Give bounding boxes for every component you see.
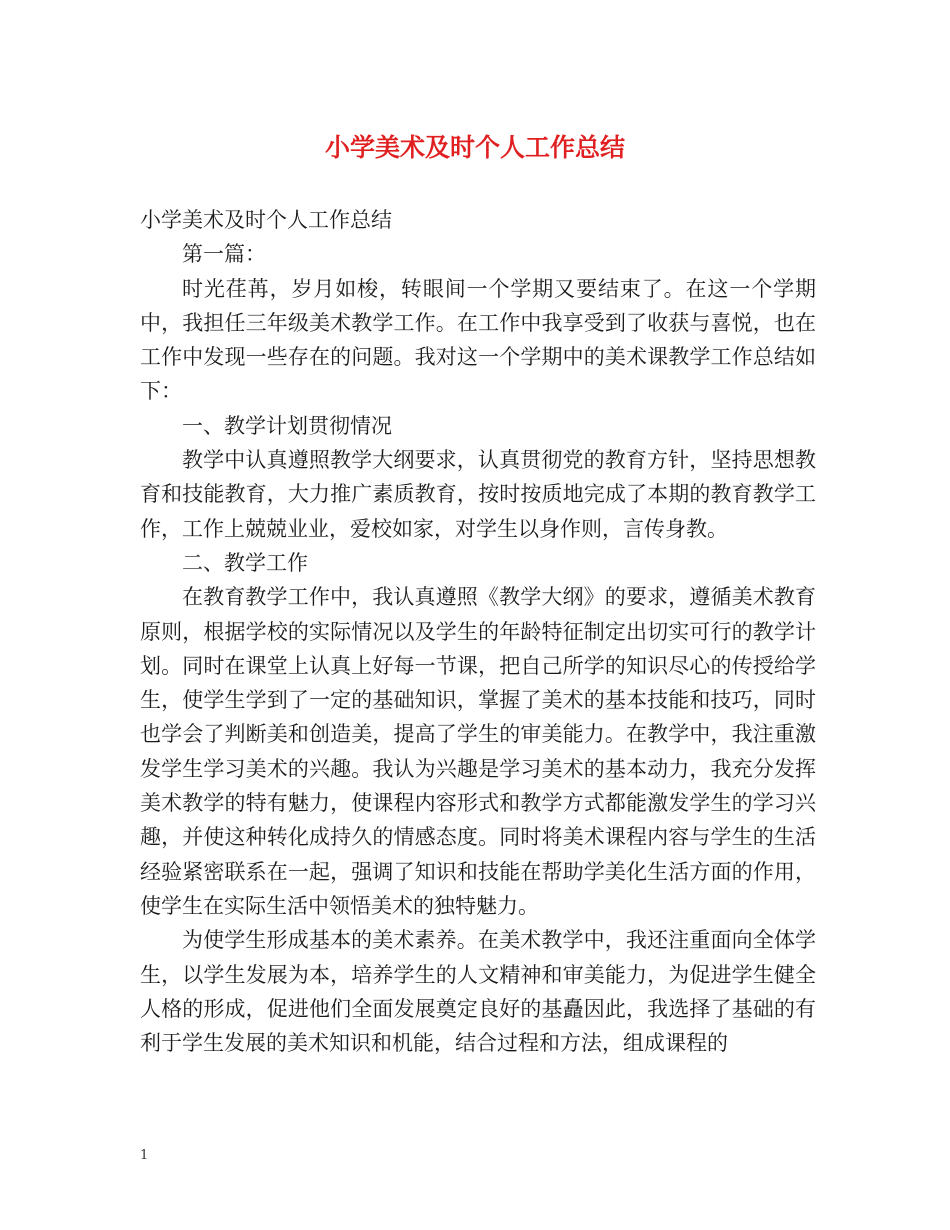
paragraph-plan: 教学中认真遵照教学大纲要求，认真贯彻党的教育方针，坚持思想教育和技能教育，大力推广素质教育，按时按质地完成了本期的教育教学工作，工作上兢兢业业，爱校如家，对学生以身作则，言传身教。 xyxy=(140,448,816,541)
section-heading-1: 一、教学计划贯彻情况 xyxy=(182,413,392,438)
paragraph-literacy: 为使学生形成基本的美术素养。在美术教学中，我还注重面向全体学生，以学生发展为本，培养学生的人文精神和审美能力，为促进学生健全人格的形成，促进他们全面发展奠定良好的基矗因此，我选择了基础的有利于学生发展的美术知识和机能，结合过程和方法，组成课程的 xyxy=(140,928,816,1056)
body-heading: 小学美术及时个人工作总结 xyxy=(140,208,392,232)
paragraph-teaching: 在教育教学工作中，我认真遵照《教学大纲》的要求，遵循美术教育原则，根据学校的实际情况以及学生的年龄特征制定出切实可行的教学计划。同时在课堂上认真上好每一节课，把自己所学的知识尽心的传授给学生，使学生学到了一定的基础知识，掌握了美术的基本技能和技巧，同时也学会了判断美和创造美，提高了学生的审美能力。在教学中，我注重激发学生学习美术的兴趣。我认为兴趣是学习美术的基本动力，我充分发挥美术教学的特有魅力，使课程内容形式和教学方式都能激发学生的学习兴趣，并使这种转化成持久的情感态度。同时将美术课程内容与学生的生活经验紧密联系在一起，强调了知识和技能在帮助学美化生活方面的作用，使学生在实际生活中领悟美术的独特魅力。 xyxy=(140,585,816,918)
section-heading-2: 二、教学工作 xyxy=(182,550,308,575)
paragraph-intro: 时光荏苒，岁月如梭，转眼间一个学期又要结束了。在这一个学期中，我担任三年级美术教学工作。在工作中我享受到了收获与喜悦，也在工作中发现一些存在的问题。我对这一个学期中的美术课教学工作总结如下： xyxy=(140,276,816,404)
section-label: 第一篇： xyxy=(182,242,266,267)
page-number: 1 xyxy=(140,1148,149,1163)
document-title: 小学美术及时个人工作总结 xyxy=(324,133,625,162)
document-body xyxy=(140,203,816,1060)
